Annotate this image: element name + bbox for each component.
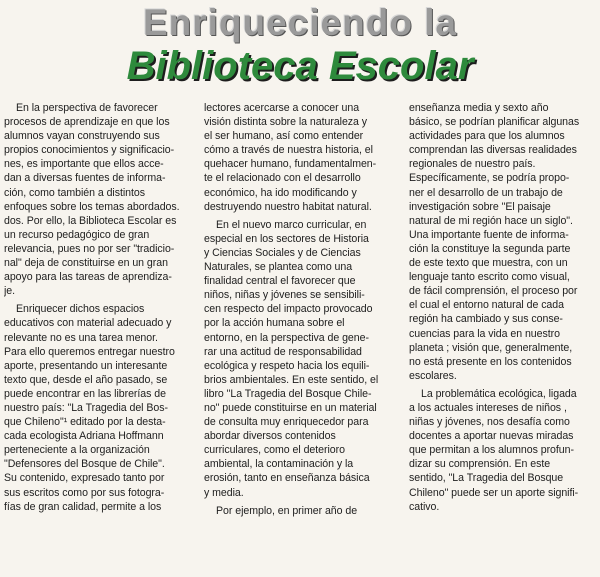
- text-line: lectores acercarse a conocer una: [204, 102, 360, 114]
- text-line: te el relacionado con el desarrollo: [204, 172, 361, 185]
- text-line: investigación sobre "El paisaje: [409, 200, 551, 213]
- text-line: enfoques sobre los temas abordados.: [4, 200, 180, 213]
- column-1: [4, 101, 192, 577]
- text-line: niños, niñas y jóvenes se sensibili-: [204, 289, 365, 302]
- text-line: natural de mi región hace un siglo".: [409, 214, 573, 227]
- text-line: cativo.: [409, 500, 440, 513]
- text-line: económico, ha ido modificando y: [204, 186, 357, 199]
- text-line: a los actuales intereses de niños ,: [409, 401, 567, 414]
- text-line: cuencias para la vida en nuestro: [409, 327, 560, 340]
- text-line: alumnos vayan construyendo sus: [4, 130, 160, 143]
- text-line: Su contenido, expresado tanto por: [4, 472, 165, 485]
- text-line: finalidad central el favorecer que: [204, 275, 356, 288]
- text-line: relevante no es una tarea menor.: [4, 331, 158, 344]
- text-line: ción la constituye la segunda parte: [409, 242, 571, 255]
- text-line: curriculares, como el deterioro: [204, 444, 345, 457]
- article-title: [0, 0, 600, 96]
- text-line: procesos de aprendizaje en que los: [4, 116, 170, 129]
- text-line: abordar diversos contenidos: [204, 430, 336, 443]
- text-line: enseñanza media y sexto año: [409, 102, 549, 114]
- article-columns: [0, 101, 600, 577]
- text-line: rar una actitud de responsabilidad: [204, 345, 362, 358]
- text-line: relevancia, pues no por ser "tradicio-: [4, 242, 175, 255]
- column-3: [409, 101, 596, 577]
- text-line: je.: [4, 285, 16, 298]
- text-line: nal" deja de constituirse en un gran: [4, 257, 168, 270]
- text-line: que permitan a los alumnos profun-: [409, 444, 574, 457]
- text-line: ambiental, la contaminación y la: [204, 458, 354, 471]
- text-line: ecológica y respeto hacia los equili-: [204, 359, 370, 372]
- text-line: no" puede constituirse en un material: [204, 401, 377, 414]
- text-line: un recurso pedagógico de gran: [4, 228, 150, 241]
- text-line: el cual el entorno natural de cada: [409, 299, 564, 312]
- text-line: el ser humano, así como entender: [204, 130, 364, 143]
- text-line: apoyo para las tareas de aprendiza-: [4, 271, 172, 284]
- text-line: erosión, tanto en enseñanza básica: [204, 472, 370, 485]
- text-line: puede encontrar en las librerías de: [4, 387, 166, 400]
- text-line: especial en los sectores de Historia: [204, 232, 369, 245]
- text-line: escolares.: [409, 369, 457, 382]
- text-line: regionales de nuestro país.: [409, 158, 536, 171]
- paragraph: [409, 387, 596, 514]
- text-line: región ha cambiado y sus conse-: [409, 313, 563, 326]
- text-line: texto que, desde el año pasado, se: [4, 373, 168, 386]
- text-line: de fácil comprensión, el proceso por: [409, 285, 578, 298]
- text-line: sentido, "La Tragedia del Bosque: [409, 472, 564, 485]
- text-line: comprendan las diversas realidades: [409, 144, 577, 157]
- text-line: nes, es importante que ellos acce-: [4, 158, 164, 171]
- paragraph: [409, 101, 596, 383]
- paragraph: [204, 101, 396, 214]
- paragraph: [4, 302, 192, 513]
- text-line: Para ello queremos entregar nuestro: [4, 345, 175, 358]
- text-line: de este texto que muestra, con un: [409, 257, 568, 270]
- text-line: actividades para que los alumnos: [409, 130, 565, 143]
- text-line: aporte, presentando un interesante: [4, 359, 168, 372]
- text-line: libro "La Tragedia del Bosque Chile-: [204, 387, 372, 400]
- text-line: visión distinta sobre la naturaleza y: [204, 116, 368, 129]
- text-line: que Chileno"¹ editado por la desta-: [4, 416, 166, 429]
- text-line: y Ciencias Sociales y de Ciencias: [204, 246, 361, 259]
- text-line: niñas y jóvenes, nos desafía como: [409, 416, 570, 429]
- text-line: y media.: [204, 486, 244, 499]
- text-line: ción, como también a distintos: [4, 186, 145, 199]
- text-line: planeta ; visión que, generalmente,: [409, 341, 573, 354]
- text-line: entorno, en la perspectiva de gene-: [204, 331, 369, 344]
- column-2: [204, 101, 396, 577]
- text-line: destruyendo nuestro habitat natural.: [204, 200, 372, 213]
- title-line-2: Biblioteca Escolar: [126, 44, 474, 88]
- text-line: ner el desarrollo de un trabajo de: [409, 186, 563, 199]
- text-line: propios conocimientos y significacio-: [4, 144, 175, 157]
- text-line: En la perspectiva de favorecer: [16, 102, 158, 114]
- text-line: Específicamente, se podría propo-: [409, 172, 570, 185]
- text-line: Enriquecer dichos espacios: [16, 303, 145, 316]
- text-line: dan a diversas fuentes de informa-: [4, 172, 166, 185]
- text-line: básico, se podrían planificar algunas: [409, 116, 580, 129]
- paragraph: [4, 101, 192, 298]
- text-line: no está presente en los contenidos: [409, 355, 572, 368]
- text-line: cada ecologista Adriana Hoffmann: [4, 430, 164, 443]
- text-line: por la acción humana sobre el: [204, 317, 345, 330]
- text-line: perteneciente a la organización: [4, 444, 150, 457]
- text-line: dizar su comprensión. En este: [409, 458, 551, 471]
- text-line: Por ejemplo, en primer año de: [216, 504, 358, 517]
- title-line-1: Enriqueciendo la: [142, 2, 458, 43]
- paragraph: [204, 218, 396, 500]
- text-line: nuestro país: "La Tragedia del Bos-: [4, 401, 168, 414]
- text-line: "Defensores del Bosque de Chile".: [4, 458, 165, 471]
- text-line: lenguaje tanto escrito como visual,: [409, 271, 570, 284]
- text-line: cen respecto del impacto provocado: [204, 303, 373, 316]
- text-line: Naturales, se plantea como una: [204, 261, 353, 274]
- text-line: quehacer humano, fundamentalmen-: [204, 158, 377, 171]
- text-line: brios ambientales. En este sentido, el: [204, 373, 379, 386]
- text-line: cómo a través de nuestra historia, el: [204, 144, 373, 157]
- paragraph: [204, 504, 396, 518]
- text-line: de consulta muy enriquecedor para: [204, 416, 369, 429]
- text-line: La problemática ecológica, ligada: [421, 387, 577, 400]
- text-line: En el nuevo marco curricular, en: [216, 218, 367, 231]
- text-line: dos. Por ello, la Biblioteca Escolar es: [4, 214, 177, 227]
- text-line: educativos con material adecuado y: [4, 317, 172, 330]
- text-line: docentes a aportar nuevas miradas: [409, 430, 574, 443]
- text-line: sus escritos como por sus fotogra-: [4, 486, 165, 499]
- text-line: Una importante fuente de informa-: [409, 228, 569, 241]
- text-line: fías de gran calidad, permite a los: [4, 500, 162, 513]
- text-line: Chileno" puede ser un aporte signifi-: [409, 486, 579, 499]
